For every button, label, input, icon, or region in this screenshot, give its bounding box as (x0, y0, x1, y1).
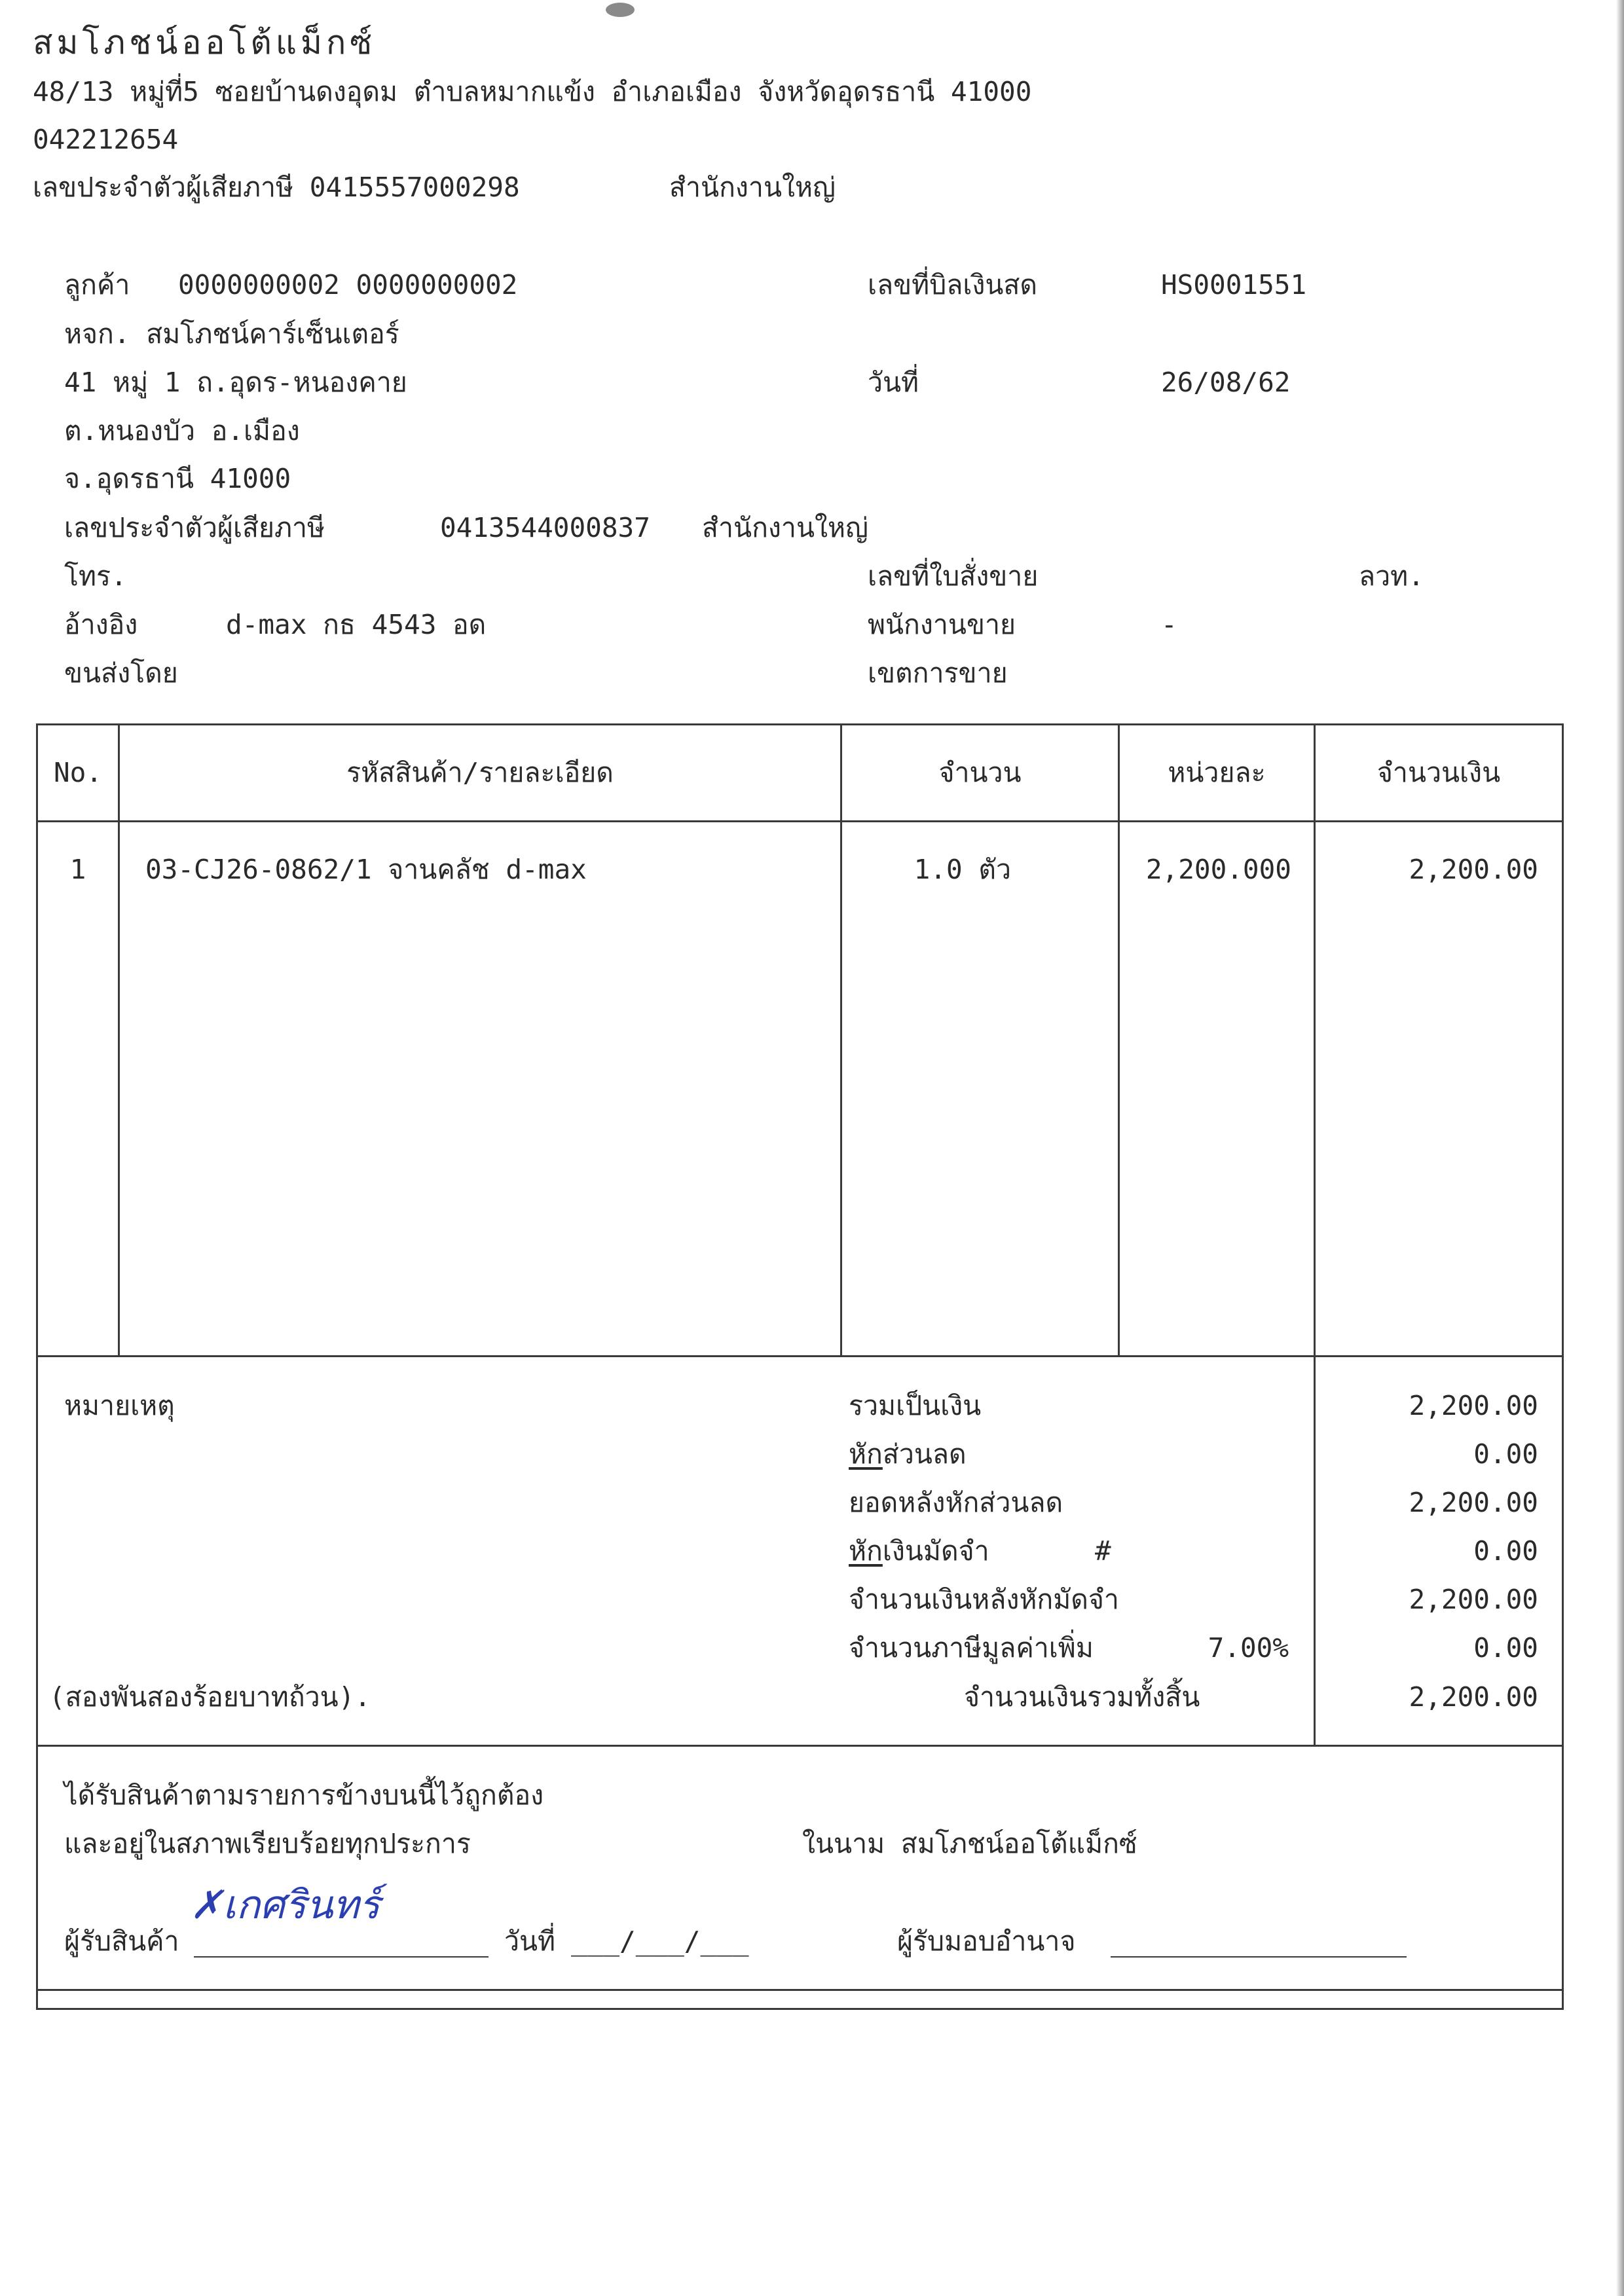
scan-edge-shadow (1616, 0, 1624, 2296)
col-divider-no (118, 723, 120, 1356)
customer-phone-label: โทร. (64, 560, 127, 592)
summary-label-after-deposit: จำนวนเงินหลังหักมัดจำ (849, 1584, 1119, 1615)
received-text-line2: และอยู่ในสภาพเรียบร้อยทุกประการ (64, 1828, 471, 1859)
customer-code: 0000000002 0000000002 (178, 269, 518, 301)
amount-in-words: (สองพันสองร้อยบาทถ้วน). (49, 1681, 371, 1713)
sales-person: - (1161, 609, 1177, 640)
col-divider-desc (840, 723, 842, 1356)
authorized-signature-line (1111, 1956, 1407, 1958)
header-description: รหัสสินค้า/รายละเอียด (346, 757, 614, 788)
bill-no-label: เลขที่บิลเงินสด (868, 269, 1038, 301)
customer-address-line2: ต.หนองบัว อ.เมือง (64, 415, 300, 446)
receiver-signature-line (194, 1956, 489, 1958)
note-label: หมายเหตุ (64, 1390, 175, 1421)
customer-taxid-label: เลขประจำตัวผู้เสียภาษี (64, 512, 325, 543)
company-branch: สำนักงานใหญ่ (669, 172, 836, 203)
receiver-signature: ✗เกศรินทร์ (190, 1882, 380, 1928)
order-no: ลวท. (1359, 560, 1424, 592)
table-header-divider (36, 820, 1564, 822)
customer-branch: สำนักงานใหญ่ (702, 512, 868, 543)
customer-address-line1: 41 หมู่ 1 ถ.อุดร-หนองคาย (64, 367, 407, 398)
authorized-label: ผู้รับมอบอำนาจ (897, 1925, 1076, 1957)
company-phone: 042212654 (33, 124, 179, 155)
customer-ref-label: อ้างอิง (64, 609, 138, 640)
summary-deposit-mark: # (1095, 1535, 1111, 1567)
date-label: วันที่ (868, 367, 919, 398)
receiver-label: ผู้รับสินค้า (64, 1925, 179, 1957)
received-text-line1: ได้รับสินค้าตามรายการข้างบนนี้ไว้ถูกต้อง (64, 1779, 544, 1811)
summary-value-after-deposit: 2,200.00 (1409, 1584, 1538, 1615)
sales-label: พนักงานขาย (868, 609, 1016, 640)
company-address: 48/13 หมู่ที่5 ซอยบ้านดงอุดม ตำบลหมากแข้ง อำเภอเมือง จังหวัดอุดรธานี 41000 (33, 76, 1032, 107)
receipt-date-blank: ___/___/___ (571, 1925, 749, 1957)
customer-taxid: 0413544000837 (440, 512, 650, 543)
row-quantity: 1.0 ตัว (913, 854, 1011, 885)
summary-value-subtotal: 2,200.00 (1409, 1390, 1538, 1421)
row-unit-price: 2,200.000 (1145, 854, 1291, 885)
row-no: 1 (69, 854, 86, 885)
summary-label-after-discount: ยอดหลังหักส่วนลด (849, 1487, 1063, 1518)
summary-value-deposit: 0.00 (1473, 1535, 1538, 1567)
summary-vat-rate: 7.00% (1208, 1632, 1289, 1664)
summary-value-after-discount: 2,200.00 (1409, 1487, 1538, 1518)
customer-name: หจก. สมโภชน์คาร์เซ็นเตอร์ (64, 318, 399, 350)
header-unit-price: หน่วยละ (1168, 757, 1266, 788)
customer-label: ลูกค้า (64, 269, 130, 301)
bill-no: HS0001551 (1161, 269, 1307, 301)
grand-total-value: 2,200.00 (1409, 1681, 1538, 1713)
header-amount: จำนวนเงิน (1376, 757, 1501, 788)
customer-ship-label: ขนส่งโดย (64, 657, 178, 689)
sales-area-label: เขตการขาย (868, 657, 1008, 689)
summary-label-subtotal: รวมเป็นเงิน (849, 1390, 982, 1421)
row-description: 03-CJ26-0862/1 จานคลัช d-max (145, 854, 587, 885)
receipt-date-label: วันที่ (504, 1925, 556, 1957)
header-quantity: จำนวน (938, 757, 1022, 788)
summary-value-discount: 0.00 (1473, 1438, 1538, 1470)
scan-speck (606, 3, 635, 17)
summary-label-vat: จำนวนภาษีมูลค่าเพิ่ม (849, 1632, 1094, 1664)
company-taxid: เลขประจำตัวผู้เสียภาษี 0415557000298 (33, 172, 520, 203)
table-body-divider (36, 1355, 1564, 1357)
grand-total-label: จำนวนเงินรวมทั้งสิ้น (964, 1681, 1200, 1713)
company-name: สมโภชน์ออโต้แม็กซ์ (33, 24, 377, 62)
summary-label-deposit: หักเงินมัดจำ (849, 1535, 989, 1567)
on-behalf-company: ในนาม สมโภชน์ออโต้แม็กซ์ (802, 1828, 1137, 1859)
header-no: No. (53, 757, 103, 788)
customer-ref: d-max กธ 4543 อด (226, 609, 487, 640)
order-no-label: เลขที่ใบสั่งขาย (868, 560, 1039, 592)
col-divider-qty (1118, 723, 1120, 1356)
invoice-date: 26/08/62 (1161, 367, 1291, 398)
summary-label-discount: หักส่วนลด (849, 1438, 967, 1470)
row-amount: 2,200.00 (1409, 854, 1538, 885)
summary-value-vat: 0.00 (1473, 1632, 1538, 1664)
customer-address-line3: จ.อุดรธานี 41000 (64, 463, 291, 494)
